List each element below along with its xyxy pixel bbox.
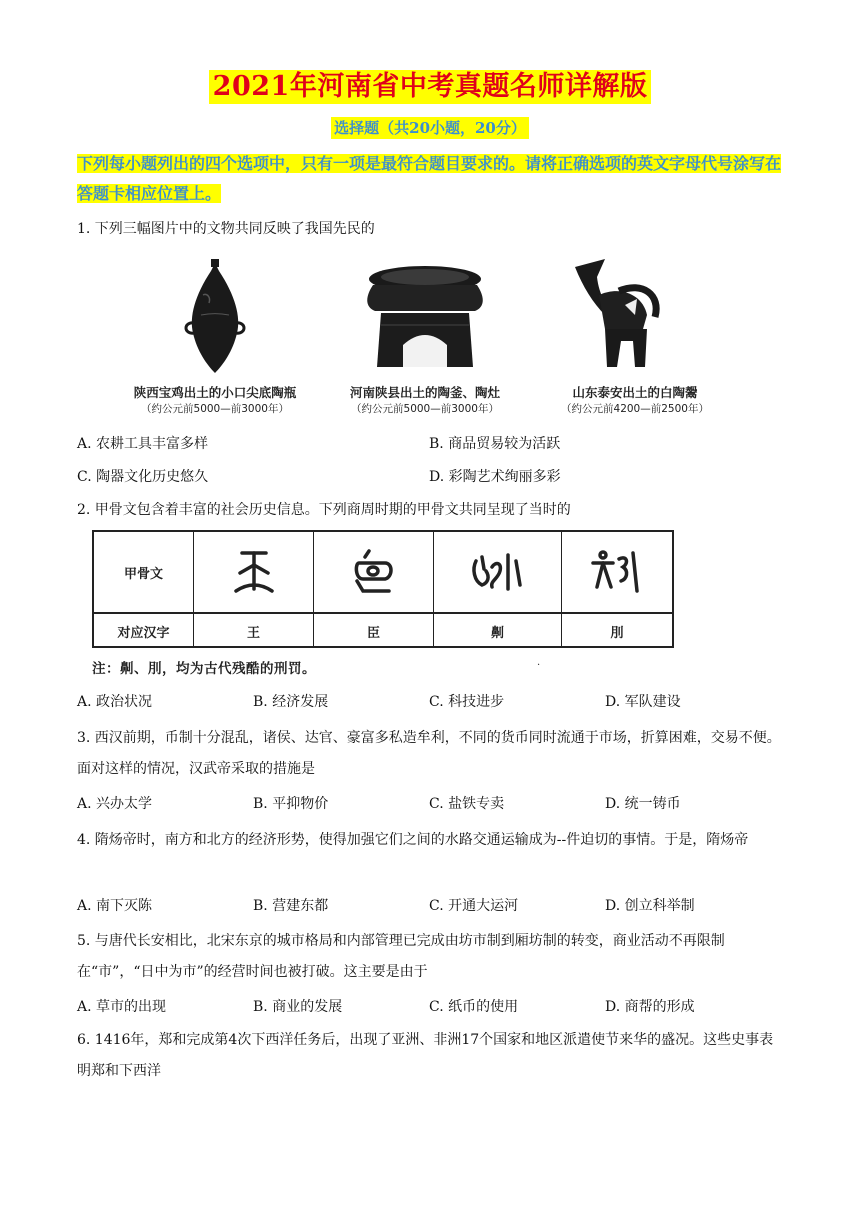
question-1-options-row1	[77, 432, 787, 456]
oracle-glyph-cell	[194, 532, 314, 612]
oracle-glyph-cell	[434, 532, 562, 612]
artifact-1-date: （约公元前5000—前3000年）	[141, 403, 289, 415]
option-c[interactable]: C. 盐铁专卖	[429, 796, 505, 812]
stray-dot: ·	[537, 660, 541, 671]
question-2-stem: 2. 甲骨文包含着丰富的社会历史信息。下列商周时期的甲骨文共同呈现了当时的	[77, 502, 571, 518]
option-c[interactable]: C. 陶器文化历史悠久	[77, 469, 209, 485]
question-5-stem: 5. 与唐代长安相比，北宋东京的城市格局和内部管理已完成由坊市制到厢坊制的转变，商业活动不再限制在“市”，“日中为市”的经营时间也被打破。这主要是由于	[77, 933, 725, 980]
option-c[interactable]: C. 纸币的使用	[429, 999, 519, 1015]
artifact-2-date: （约公元前5000—前3000年）	[351, 403, 499, 415]
artifact-3-date: （约公元前4200—前2500年）	[561, 403, 709, 415]
question-4-stem: 4. 隋炀帝时，南方和北方的经济形势，使得加强它们之间的水路交通运输成为--件迫切的事情。于是，隋炀帝	[77, 832, 749, 848]
section-subtitle: 选择题（共20小题，20分）	[331, 117, 529, 139]
option-c[interactable]: C. 科技进步	[429, 694, 505, 710]
option-b[interactable]: B. 平抑物价	[253, 796, 329, 812]
option-a[interactable]: A. 政治状况	[77, 694, 153, 710]
option-b[interactable]: B. 经济发展	[253, 694, 329, 710]
artifact-1	[115, 255, 315, 420]
char-row-label: 对应汉字	[94, 614, 194, 648]
question-1-options-row2	[77, 465, 787, 489]
oracle-yue-icon	[589, 547, 645, 597]
option-d[interactable]: D. 创立科举制	[605, 898, 695, 914]
option-d[interactable]: D. 统一铸币	[605, 796, 681, 812]
white-pottery-gui-icon	[535, 255, 735, 380]
oracle-glyph-cell	[562, 532, 672, 612]
artifact-3	[535, 255, 735, 420]
question-1-figure	[115, 255, 735, 420]
char-chen: 臣	[314, 614, 434, 648]
question-2-options	[77, 690, 787, 714]
oracle-row-chars	[94, 614, 672, 648]
title-block	[0, 70, 860, 104]
option-d[interactable]: D. 商帮的形成	[605, 999, 695, 1015]
option-c[interactable]: C. 开通大运河	[429, 898, 519, 914]
artifact-1-caption: 陕西宝鸡出土的小口尖底陶瓶	[133, 385, 297, 400]
artifact-2	[325, 255, 525, 420]
char-yi: 劓	[434, 614, 562, 648]
option-b[interactable]: B. 商业的发展	[253, 999, 343, 1015]
oracle-row-glyphs	[94, 532, 672, 614]
question-6-stem: 6. 1416年，郑和完成第4次下西洋任务后，出现了亚洲、非洲17个国家和地区派遣使节来华的盛况。这些史事表明郑和下西洋	[77, 1032, 774, 1079]
option-a[interactable]: A. 南下灭陈	[77, 898, 153, 914]
instruction-text: 下列每小题列出的四个选项中，只有一项是最符合题目要求的。请将正确选项的英文字母代号涂写在答题卡相应位置上。	[77, 154, 782, 203]
oracle-yi-icon	[468, 547, 528, 597]
artifact-3-caption: 山东泰安出土的白陶鬶	[572, 385, 698, 400]
question-3-options	[77, 792, 787, 816]
question-5-options	[77, 995, 787, 1019]
artifact-2-caption: 河南陕县出土的陶釜、陶灶	[349, 385, 500, 400]
oracle-glyph-cell	[314, 532, 434, 612]
oracle-wang-icon	[232, 547, 276, 597]
oracle-row-label: 甲骨文	[94, 532, 194, 612]
option-d[interactable]: D. 彩陶艺术绚丽多彩	[429, 469, 561, 485]
oracle-note: 注：劓、刖，均为古代残酷的刑罚。	[92, 661, 316, 677]
option-b[interactable]: B. 营建东都	[253, 898, 329, 914]
question-3-stem: 3. 西汉前期，币制十分混乱，诸侯、达官、豪富多私造牟利，不同的货币同时流通于市场，折算困难，交易不便。面对这样的情况，汉武帝采取的措施是	[77, 730, 781, 777]
question-4-options	[77, 894, 787, 918]
option-d[interactable]: D. 军队建设	[605, 694, 681, 710]
pointed-bottle-icon	[115, 255, 315, 380]
pottery-cauldron-icon	[325, 255, 525, 380]
option-a[interactable]: A. 草市的出现	[77, 999, 167, 1015]
question-1-stem: 1. 下列三幅图片中的文物共同反映了我国先民的	[77, 221, 375, 237]
option-a[interactable]: A. 兴办太学	[77, 796, 153, 812]
option-a[interactable]: A. 农耕工具丰富多样	[77, 436, 209, 452]
option-b[interactable]: B. 商品贸易较为活跃	[429, 436, 561, 452]
char-yue: 刖	[610, 625, 624, 641]
instruction-block	[77, 149, 787, 209]
page-title: 2021年河南省中考真题名师详解版	[209, 70, 652, 104]
char-wang: 王	[194, 614, 314, 648]
subtitle-block	[0, 117, 860, 139]
oracle-chen-icon	[349, 547, 399, 597]
oracle-bone-table	[92, 530, 674, 648]
